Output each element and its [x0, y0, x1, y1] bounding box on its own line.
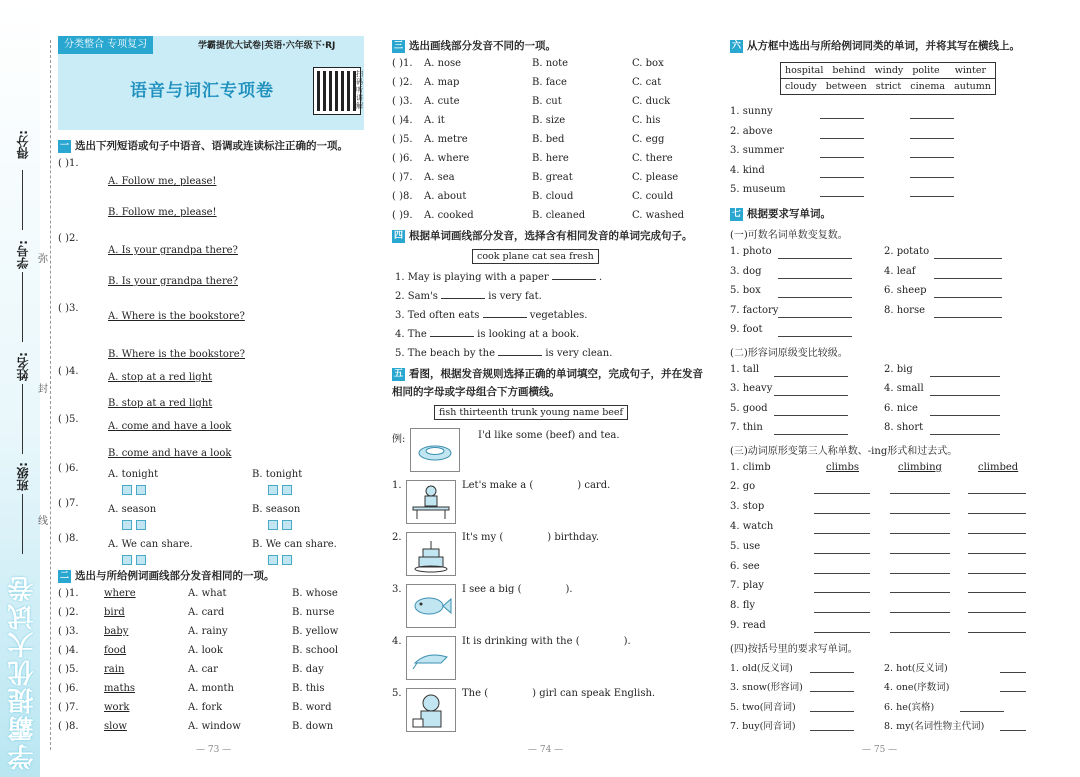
answer-blank[interactable] [774, 434, 848, 435]
fill-sentence: It's my ( ) birthday. [462, 532, 600, 543]
header-banner [58, 36, 364, 130]
answer-blank[interactable] [910, 177, 954, 178]
fill-sentence: 1. May is playing with a paper . [395, 272, 603, 283]
answer-blank[interactable] [930, 376, 1000, 377]
qr-code-icon[interactable] [314, 68, 360, 114]
answer-blank[interactable] [930, 415, 1000, 416]
word-prompt: 8. short [884, 422, 924, 433]
answer-bracket[interactable]: ( )8. [58, 533, 79, 544]
student-number-line [22, 272, 23, 342]
option-a[interactable]: A. Where is the bookstore? [108, 311, 245, 322]
answer-blank[interactable] [820, 118, 864, 119]
answer-blank[interactable] [934, 317, 1002, 318]
answer-blank[interactable] [820, 138, 864, 139]
answer-blank[interactable] [820, 196, 864, 197]
word-prompt: 8. horse [884, 304, 926, 316]
subsection-title: (一)可数名词单数变复数。 [730, 230, 848, 241]
option-a[interactable]: A. map [424, 77, 460, 88]
example-word: 1. sunny [730, 106, 773, 117]
answer-blank[interactable] [890, 513, 950, 514]
option-b[interactable]: B. cleaned [532, 210, 586, 221]
trunk-picture [406, 636, 456, 680]
answer-blank[interactable] [934, 297, 1002, 298]
answer-blank[interactable] [774, 415, 848, 416]
option-b[interactable]: B. come and have a look [108, 448, 232, 459]
option-a[interactable]: A. tonight [108, 469, 159, 480]
class-line [22, 494, 23, 554]
page-number: — 75 — [862, 745, 898, 755]
answer-blank[interactable] [1000, 691, 1026, 692]
example-answer: climbed [978, 461, 1019, 473]
section-5-title-cont: 相同的字母或字母组合下方画横线。 [392, 386, 560, 398]
answer-blank[interactable] [934, 258, 1002, 259]
option-b[interactable]: B. down [292, 721, 334, 732]
answer-blank[interactable] [890, 493, 950, 494]
example-label: 例: [392, 434, 406, 445]
fill-sentence: Let's make a ( ) card. [462, 480, 611, 491]
example-word: 4. kind [730, 164, 765, 176]
fill-sentence: 3. Ted often eats vegetables. [395, 310, 588, 321]
word-prompt: 6. nice [884, 402, 918, 414]
section-7-title: 七 根据要求写单词。 [731, 208, 831, 220]
option-b[interactable]: B. note [532, 58, 569, 69]
option-b[interactable]: B. school [292, 645, 339, 656]
word-prompt: 9. read [730, 619, 766, 631]
answer-blank[interactable] [890, 573, 950, 574]
option-b[interactable]: B. whose [292, 588, 338, 599]
answer-blank[interactable] [810, 672, 854, 673]
name-label: 姓名: [16, 352, 30, 381]
option-a[interactable]: A. come and have a look [108, 421, 232, 432]
word-prompt: 8. fly [730, 600, 756, 612]
example-word: slow [104, 721, 127, 732]
answer-blank[interactable] [814, 592, 870, 593]
subsection-title: (二)形容词原级变比较级。 [730, 347, 848, 359]
answer-bracket[interactable]: ( )2. [58, 607, 79, 618]
example-word: work [104, 702, 130, 713]
cut-word: 封 [38, 384, 48, 395]
cake-picture [406, 532, 456, 576]
answer-blank[interactable] [968, 493, 1026, 494]
answer-blank[interactable] [1000, 730, 1026, 731]
word-prompt: 5. good [730, 402, 768, 414]
option-c[interactable]: C. box [632, 58, 664, 69]
option-b[interactable]: B. face [532, 77, 567, 88]
option-a[interactable]: A. cooked [424, 210, 474, 221]
stress-marks [268, 519, 296, 530]
example-word: where [104, 588, 136, 599]
answer-bracket[interactable]: ( )7. [58, 702, 79, 713]
answer-bracket[interactable]: ( )1. [58, 588, 79, 599]
answer-bracket[interactable]: ( )5. [392, 134, 413, 145]
word-prompt: 4. one(序数词) [884, 682, 950, 694]
answer-blank[interactable] [930, 434, 1000, 435]
option-a[interactable]: A. card [188, 607, 225, 618]
option-b[interactable]: B. here [532, 153, 569, 164]
answer-bracket[interactable]: ( )3. [58, 303, 79, 314]
word-prompt: 3. snow(形容词) [730, 682, 803, 694]
section-3-title: 三 选出画线部分发音不同的一项。 [393, 40, 556, 52]
option-a[interactable]: A. where [424, 153, 470, 164]
word-prompt: 2. potato [884, 246, 930, 257]
option-a[interactable]: A. car [188, 664, 218, 675]
item-number: 4. [392, 636, 402, 647]
book-title: 学霸提优大试卷|英语·六年级下·RJ [198, 41, 336, 51]
answer-bracket[interactable]: ( )3. [392, 96, 413, 107]
answer-blank[interactable] [778, 336, 852, 337]
option-a[interactable]: A. season [108, 504, 157, 515]
example-word: food [104, 645, 127, 656]
fill-sentence: It is drinking with the ( ). [462, 636, 631, 647]
answer-blank[interactable] [890, 632, 950, 633]
answer-blank[interactable] [778, 258, 852, 259]
example-word: maths [104, 683, 136, 694]
example-answer: climbing [898, 461, 942, 473]
answer-blank[interactable] [814, 493, 870, 494]
word-prompt: 1. old(反义词) [730, 662, 793, 674]
page-number: — 73 — [196, 745, 232, 755]
option-b[interactable]: B. this [292, 683, 325, 694]
word-prompt: 8. my(名词性物主代词) [884, 721, 985, 733]
word-box: hospital behind windy polite winter cloudy between strict cinema autumn [780, 62, 996, 95]
option-a[interactable]: A. rainy [188, 626, 228, 637]
answer-bracket[interactable]: ( )4. [58, 645, 79, 656]
stress-marks [122, 484, 150, 495]
stress-marks [268, 484, 296, 495]
option-c[interactable]: C. cat [632, 77, 662, 88]
answer-blank[interactable] [814, 513, 870, 514]
answer-blank[interactable] [814, 553, 870, 554]
fish-picture [406, 584, 456, 628]
table-picture [406, 480, 456, 524]
qr-caption: 扫码听讲解 [356, 70, 363, 110]
answer-blank[interactable] [910, 196, 954, 197]
answer-blank[interactable] [890, 612, 950, 613]
page-number: — 74 — [528, 745, 564, 755]
score-line [22, 170, 23, 230]
student-number-label: 学号: [16, 240, 30, 269]
answer-blank[interactable] [778, 297, 852, 298]
option-a[interactable]: A. it [424, 115, 445, 126]
word-prompt: 5. use [730, 540, 761, 552]
answer-blank[interactable] [968, 513, 1026, 514]
word-prompt: 3. stop [730, 501, 765, 513]
fill-sentence: I see a big ( ). [462, 584, 573, 595]
option-c[interactable]: C. duck [632, 96, 671, 107]
option-a[interactable]: A. cute [424, 96, 460, 107]
word-box: fish thirteenth trunk young name beef [434, 405, 628, 420]
answer-blank[interactable] [814, 612, 870, 613]
fill-sentence: The ( ) girl can speak English. [462, 688, 656, 699]
option-a[interactable]: A. metre [424, 134, 468, 145]
answer-bracket[interactable]: ( )8. [58, 721, 79, 732]
answer-blank[interactable] [890, 592, 950, 593]
answer-blank[interactable] [483, 317, 527, 318]
word-box: cook plane cat sea fresh [472, 249, 599, 264]
option-b[interactable]: B. cloud [532, 191, 574, 202]
answer-blank[interactable] [814, 573, 870, 574]
word-prompt: 6. sheep [884, 285, 927, 296]
answer-bracket[interactable]: ( )4. [58, 366, 79, 377]
answer-blank[interactable] [968, 573, 1026, 574]
word-prompt: 7. factory [730, 304, 779, 316]
answer-blank[interactable] [890, 553, 950, 554]
option-b[interactable]: B. Follow me, please! [108, 207, 217, 218]
word-prompt: 2. big [884, 363, 913, 375]
fill-sentence: 4. The is looking at a book. [395, 329, 580, 340]
binding-spine [0, 0, 40, 777]
option-b[interactable]: B. cut [532, 96, 562, 107]
word-prompt: 1. photo [730, 246, 772, 257]
word-prompt: 6. see [730, 560, 760, 572]
option-b[interactable]: B. Is your grandpa there? [108, 276, 238, 287]
word-prompt: 3. dog [730, 265, 762, 277]
option-b[interactable]: B. We can share. [252, 539, 337, 550]
word-prompt: 2. hot(反义词) [884, 662, 948, 674]
option-a[interactable]: A. look [188, 645, 223, 656]
cut-word: 弥 [38, 254, 48, 265]
answer-blank[interactable] [498, 355, 542, 356]
section-5-title: 五 看图，根据发音规则选择正确的单词填空，完成句子，并在发音 [393, 368, 703, 380]
score-label: 得分: [16, 130, 30, 159]
option-b[interactable]: B. day [292, 664, 324, 675]
word-prompt: 7. buy(同音词) [730, 721, 796, 733]
answer-blank[interactable] [778, 317, 852, 318]
option-b[interactable]: B. nurse [292, 607, 335, 618]
item-number: 2. [392, 532, 402, 543]
subsection-title: (四)按括号里的要求写单词。 [730, 643, 858, 655]
word-prompt: 2. go [730, 481, 756, 493]
stress-marks [122, 519, 150, 530]
answer-bracket[interactable]: ( )8. [392, 191, 413, 202]
word-prompt: 6. he(宾格) [884, 701, 935, 713]
answer-blank[interactable] [810, 711, 854, 712]
word-prompt: 3. heavy [730, 383, 773, 394]
word-prompt: 1. tall [730, 363, 760, 375]
option-b[interactable]: B. yellow [292, 626, 339, 637]
answer-blank[interactable] [930, 395, 1000, 396]
answer-blank[interactable] [552, 279, 596, 280]
option-a[interactable]: A. what [188, 588, 227, 599]
option-b[interactable]: B. stop at a red light [108, 398, 213, 409]
answer-bracket[interactable]: ( )6. [58, 683, 79, 694]
page-title: 语音与词汇专项卷 [130, 81, 274, 101]
example-word: 2. above [730, 125, 773, 137]
answer-bracket[interactable]: ( )3. [58, 626, 79, 637]
section-6-title: 六 从方框中选出与所给例词同类的单词，并将其写在横线上。 [731, 40, 1020, 52]
answer-blank[interactable] [810, 730, 854, 731]
example-word: baby [104, 626, 129, 637]
word-prompt: 4. watch [730, 520, 774, 532]
answer-blank[interactable] [890, 533, 950, 534]
spine-title: 学霸提优大试卷 [8, 574, 38, 770]
answer-blank[interactable] [820, 177, 864, 178]
option-a[interactable]: A. Is your grandpa there? [108, 245, 238, 256]
name-line [22, 384, 23, 454]
answer-blank[interactable] [778, 278, 852, 279]
answer-blank[interactable] [910, 138, 954, 139]
stress-marks [122, 554, 150, 565]
plate-picture [410, 428, 460, 472]
item-number: 1. [392, 480, 402, 491]
option-b[interactable]: B. size [532, 115, 566, 126]
option-c[interactable]: C. egg [632, 134, 665, 145]
word-prompt: 1. climb [730, 461, 771, 473]
answer-blank[interactable] [968, 553, 1026, 554]
option-a[interactable]: A. Follow me, please! [108, 176, 217, 187]
option-c[interactable]: C. please [632, 172, 679, 183]
fill-sentence: 2. Sam's is very fat. [395, 291, 542, 302]
option-a[interactable]: A. about [424, 191, 467, 202]
option-b[interactable]: B. tonight [252, 469, 303, 480]
example-word: 5. museum [730, 184, 786, 195]
answer-blank[interactable] [441, 298, 485, 299]
example-answer: climbs [826, 461, 860, 473]
example-word: bird [104, 607, 125, 618]
answer-bracket[interactable]: ( )6. [392, 153, 413, 164]
answer-bracket[interactable]: ( )1. [392, 58, 413, 69]
option-b[interactable]: B. bed [532, 134, 565, 145]
answer-blank[interactable] [814, 533, 870, 534]
word-prompt: 4. leaf [884, 265, 916, 277]
option-c[interactable]: C. could [632, 191, 674, 202]
answer-blank[interactable] [960, 711, 1004, 712]
answer-bracket[interactable]: ( )4. [392, 115, 413, 126]
answer-bracket[interactable]: ( )7. [392, 172, 413, 183]
word-prompt: 7. thin [730, 422, 763, 433]
example-sentence: I'd like some (beef) and tea. [478, 430, 620, 441]
stress-marks [268, 554, 296, 565]
cut-line [50, 40, 51, 750]
fill-sentence: 5. The beach by the is very clean. [395, 348, 613, 359]
option-a[interactable]: A. We can share. [108, 539, 193, 550]
answer-blank[interactable] [968, 592, 1026, 593]
answer-bracket[interactable]: ( )2. [58, 233, 79, 244]
class-label: 班级: [16, 462, 30, 491]
answer-bracket[interactable]: ( )7. [58, 498, 79, 509]
word-prompt: 7. play [730, 580, 764, 592]
section-1-title: 一 选出下列短语或句子中语音、语调或连读标注正确的一项。 [59, 140, 348, 152]
example-word: rain [104, 664, 125, 675]
word-prompt: 4. small [884, 383, 924, 394]
answer-blank[interactable] [968, 632, 1026, 633]
answer-blank[interactable] [1000, 672, 1026, 673]
option-a[interactable]: A. stop at a red light [108, 372, 213, 383]
option-b[interactable]: B. great [532, 172, 573, 183]
answer-bracket[interactable]: ( )5. [58, 414, 79, 425]
answer-blank[interactable] [774, 395, 848, 396]
answer-blank[interactable] [820, 157, 864, 158]
option-a[interactable]: A. window [188, 721, 241, 732]
option-c[interactable]: C. washed [632, 210, 685, 221]
answer-blank[interactable] [968, 533, 1026, 534]
option-a[interactable]: A. month [188, 683, 234, 694]
item-number: 3. [392, 584, 402, 595]
answer-bracket[interactable]: ( )2. [392, 77, 413, 88]
answer-blank[interactable] [968, 612, 1026, 613]
example-word: 3. summer [730, 145, 784, 156]
word-prompt: 5. box [730, 285, 761, 296]
section-2-title: 二 选出与所给例词画线部分发音相同的一项。 [59, 570, 275, 582]
answer-blank[interactable] [810, 691, 854, 692]
section-4-title: 四 根据单词画线部分发音，选择含有相同发音的单词完成句子。 [393, 230, 693, 242]
option-b[interactable]: B. season [252, 504, 301, 515]
answer-blank[interactable] [774, 376, 848, 377]
answer-bracket[interactable]: ( )9. [392, 210, 413, 221]
item-number: 5. [392, 688, 402, 699]
answer-bracket[interactable]: ( )6. [58, 463, 79, 474]
word-prompt: 9. foot [730, 324, 763, 335]
answer-bracket[interactable]: ( )1. [58, 158, 79, 169]
answer-blank[interactable] [430, 336, 474, 337]
answer-blank[interactable] [910, 118, 954, 119]
answer-blank[interactable] [910, 157, 954, 158]
word-prompt: 5. two(同音词) [730, 701, 796, 713]
cut-word: 线 [38, 516, 48, 527]
option-b[interactable]: B. word [292, 702, 332, 713]
girl-picture [406, 688, 456, 732]
answer-blank[interactable] [814, 632, 870, 633]
option-a[interactable]: A. sea [424, 172, 455, 183]
answer-bracket[interactable]: ( )5. [58, 664, 79, 675]
option-c[interactable]: C. his [632, 115, 661, 126]
option-a[interactable]: A. nose [424, 58, 462, 69]
option-a[interactable]: A. fork [188, 702, 223, 713]
section-tag: 分类整合 专项复习 [58, 36, 153, 54]
answer-blank[interactable] [934, 278, 1002, 279]
option-c[interactable]: C. there [632, 153, 673, 164]
subsection-title: (三)动词原形变第三人称单数、-ing形式和过去式。 [730, 445, 958, 457]
option-b[interactable]: B. Where is the bookstore? [108, 349, 246, 360]
